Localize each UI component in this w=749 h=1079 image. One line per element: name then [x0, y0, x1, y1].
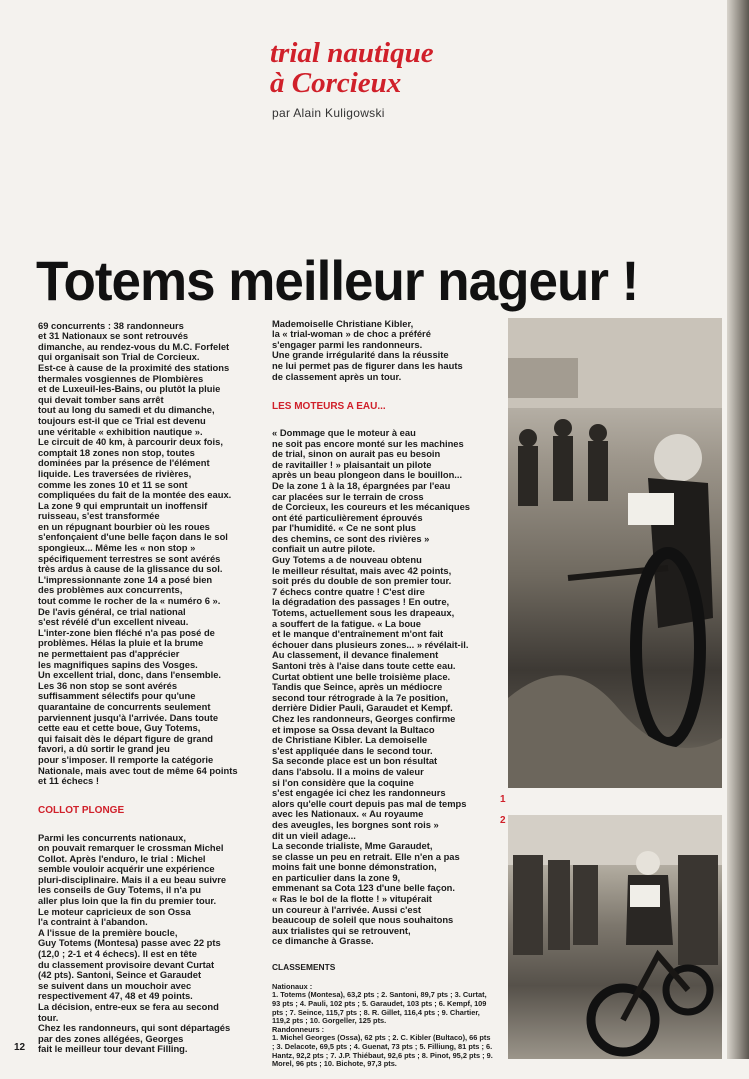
page-binding-edge	[727, 0, 749, 1059]
byline: par Alain Kuligowski	[272, 106, 385, 120]
subhead-collot-plonge: COLLOT PLONGE	[38, 805, 125, 817]
page-number: 12	[14, 1042, 26, 1053]
photo-1-illustration	[508, 318, 722, 788]
column-2-text-1: Mademoiselle Christiane Kibler, la « trial-woman » de choc a préféré s'engager parmi les randonneurs. Une grande irrégularité dans la réussite ne lui permet pas de figurer dans les hauts de classement après un tour.	[272, 317, 463, 382]
kicker-line-1: trial nautique	[270, 37, 434, 69]
kicker-line-2: à Corcieux	[270, 67, 402, 99]
photo-rider-2	[508, 815, 722, 1059]
classements-list: Nationaux : 1. Totems (Montesa), 63,2 pts ; 2. Santoni, 89,7 pts ; 3. Curtat, 93 pts ; 4. Pauli, 102 pts ; 5. Garaudet, 103 pts ; 6. Kempf, 109 pts ; 7. Seince, 115,7 pts ; 8. R. Gillet, 116,4 pts ; 9. Chartier, 119,2 pts ; 10. Gorgeller, 125 pts. Randonneurs : 1. Michel Georges (Ossa), 62 pts ; 2. C. Kibler (Bultaco), 66 pts ; 3. Delacote, 69,5 pts ; 4. Guenat, 73 pts ; 5. Filliung, 81 pts ; 6. Hantz, 92,2 pts ; 7. J.P. Thiébaut, 92,6 pts ; 8. Pinot, 95,2 pts ; 9. Morel, 96 pts ; 10. Bichote, 97,3 pts.	[272, 981, 493, 1069]
photo-2-illustration	[508, 815, 722, 1059]
column-1-text-1: 69 concurrents : 38 randonneurs et 31 Nationaux se sont retrouvés dimanche, au rendez-vous du M.C. Forfelet qui organisait son Trial de Corcieux. Est-ce à cause de la proximité des stations thermales vosgiennes de Plombières et de Luxeuil-les-Bains, ou plutôt la pluie qui devait tomber sans arrêt tout au long du samedi et du dimanche, toujours est-il que ce Trial est devenu une véritable « exhibition nautique ». Le circuit de 40 km, à parcourir deux fois, comptait 18 zones non stop, toutes dominées par la présence de l'élément liquide. Les traversées de rivières, comme les zones 10 et 11 se sont compliquées du fait de la montée des eaux. La zone 9 qui empruntait un inoffensif ruisseau, s'est transformée en un répugnant bourbier où les roues s'enfonçaient d'une belle façon dans le sol spongieux... Même les « non stop » spécifiquement terrestres se sont avérés très ardus à cause de la glissance du sol. L'impressionnante zone 14 a posé bien des problèmes aux concurrents, tout comme le rocher de la « numéro 6 ». De l'avis général, ce trial national s'est révélé d'un excellent niveau. L'inter-zone bien fléché n'a pas posé de problèmes. Hélas la pluie et la brume ne permettaient pas d'apprécier les magnifiques sapins des Vosges. Un excellent trial, donc, dans l'ensemble. Les 36 non stop se sont avérés suffisamment sélectifs pour qu'une quarantaine de concurrents seulement parviennent jusqu'à l'arrivée. Dans toute cette eau et cette boue, Guy Totems, qui faisait dès le départ figure de grand favori, a dû sortir le grand jeu pour s'imposer. Il remporte la catégorie Nationale, mais avec tout de même 64 points et 11 échecs !	[38, 319, 238, 787]
figure-number-2: 2	[500, 815, 506, 826]
subhead-moteurs-a-eau: LES MOTEURS A EAU...	[272, 400, 386, 412]
figure-number-1: 1	[500, 794, 506, 805]
column-1-text-2: Parmi les concurrents nationaux, on pouvait remarquer le crossman Michel Collot. Après l'enduro, le trial : Michel semble vouloir acquérir une expérience pluri-disciplinaire. Mais il a eu beau suivre les conseils de Guy Totems, il n'a pu aller plus loin que la fin du premier tour. Le moteur capricieux de son Ossa l'a contraint à l'abandon. A l'issue de la première boucle, Guy Totems (Montesa) passe avec 22 pts (12,0 ; 2-1 et 4 échecs). Il est en tête du classement provisoire devant Curtat (42 pts). Santoni, Seince et Garaudet se suivent dans un mouchoir avec respectivement 47, 48 et 49 points. La décision, entre-eux se fera au second tour. Chez les randonneurs, qui sont départagés par des zones allégées, Georges fait le meilleur tour devant Filling.	[38, 831, 231, 1055]
classements-heading: CLASSEMENTS	[272, 961, 336, 972]
kicker-title	[270, 38, 690, 98]
photo-rider-1	[508, 318, 722, 788]
column-2-text-2: « Dommage que le moteur à eau ne soit pas encore monté sur les machines de trial, sinon on aurait pas eu besoin de ravitailler ! » plaisantait un pilote après un beau plongeon dans le bouillon... De la zone 1 à la 18, épargnées par l'eau car placées sur le terrain de cross de Corcieux, les coureurs et les mécaniques ont été particulièrement éprouvés par l'humidité. « Ce ne sont plus des chemins, ce sont des rivières » confiait un autre pilote. Guy Totems a de nouveau obtenu le meilleur résultat, mais avec 42 points, soit prés du double de son premier tour. 7 échecs contre quatre ! C'est dire la dégradation des passages ! En outre, Totems, actuellement sous les drapeaux, a souffert de la fatigue. « La boue et le manque d'entraînement m'ont fait échouer dans plusieurs zones... » révélait-il. Au classement, il devance finalement Santoni très à l'aise dans toute cette eau. Curtat obtient une belle troisième place. Tandis que Seince, après un médiocre second tour rétrograde à la 7e position, derrière Didier Pauli, Garaudet et Kempf. Chez les randonneurs, Georges confirme et impose sa Ossa devant la Bultaco de Christiane Kibler. La demoiselle s'est appliquée dans le second tour. Sa seconde place est un bon résultat dans l'absolu. Il a moins de valeur si l'on considère que la coquine s'est engagée ici chez les randonneurs alors qu'elle court depuis pas mal de temps avec les Nationaux. « Au royaume des aveugles, les borgnes sont rois » dit un vieil adage... La seconde trialiste, Mme Garaudet, se classe un peu en retrait. Elle n'en a pas moins fait une bonne démonstration, en particulier dans la zone 9, emmenant sa Cota 123 d'une belle façon. « Ras le bol de la flotte ! » vitupérait un coureur à l'arrivée. Aussi c'est beaucoup de soleil que nous souhaitons aux trialistes qui se retrouvent, ce dimanche à Grasse.	[272, 426, 471, 947]
article-column-2	[272, 308, 494, 1069]
headline: Totems meilleur nageur !	[36, 250, 639, 313]
article-column-1	[38, 310, 254, 1054]
